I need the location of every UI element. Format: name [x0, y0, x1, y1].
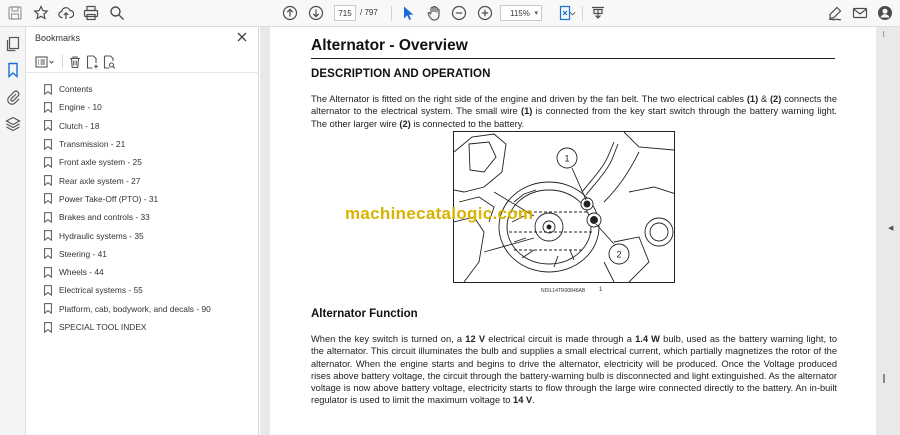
bookmark-toolbar: [26, 51, 259, 73]
close-icon[interactable]: [235, 30, 249, 44]
attachment-icon[interactable]: [5, 89, 21, 105]
navigation-rail: [0, 27, 26, 435]
bookmark-icon: [44, 248, 52, 259]
bookmark-icon: [44, 230, 52, 241]
bookmark-item[interactable]: [26, 80, 259, 98]
bookmark-item[interactable]: [26, 153, 259, 171]
zoom-in-icon[interactable]: [476, 4, 494, 22]
document-page: [270, 27, 876, 435]
bookmark-item[interactable]: [26, 263, 259, 281]
page-title: Alternator - Overview: [311, 37, 468, 54]
chevron-down-icon[interactable]: [568, 4, 576, 22]
bookmark-label: Steering - 41: [59, 248, 107, 259]
bookmark-item[interactable]: [26, 98, 259, 116]
bookmark-item[interactable]: [26, 171, 259, 189]
bookmark-panel-icon[interactable]: [5, 62, 21, 78]
mail-icon[interactable]: [851, 4, 869, 22]
sign-icon[interactable]: [826, 4, 844, 22]
bookmark-label: Hydraulic systems - 35: [59, 230, 144, 241]
bookmark-item[interactable]: [26, 300, 259, 318]
save-icon[interactable]: [6, 4, 24, 22]
bookmark-list: [26, 80, 259, 336]
title-divider: [311, 58, 835, 59]
bookmark-icon: [44, 120, 52, 131]
delete-bookmark-icon[interactable]: [68, 55, 82, 69]
bookmark-label: Clutch - 18: [59, 120, 100, 131]
bookmark-label: Rear axle system - 27: [59, 175, 141, 186]
document-viewer: [260, 27, 900, 435]
select-cursor-icon[interactable]: [399, 4, 417, 22]
bookmark-icon: [44, 285, 52, 296]
bookmark-options-icon[interactable]: [35, 55, 55, 69]
bookmark-label: Transmission - 21: [59, 139, 126, 150]
add-bookmark-icon[interactable]: [85, 55, 99, 69]
zoom-value: 115%: [510, 8, 530, 18]
main-toolbar: [0, 0, 900, 27]
bookmark-label: Electrical systems - 55: [59, 285, 143, 296]
bookmark-icon: [44, 212, 52, 223]
figure-callout-1: 1: [564, 153, 570, 164]
toolbar-divider: [582, 6, 583, 21]
expand-panel-icon[interactable]: ◀: [888, 225, 894, 232]
bookmark-item[interactable]: [26, 226, 259, 244]
next-page-icon[interactable]: [307, 4, 325, 22]
hand-tool-icon[interactable]: [425, 4, 443, 22]
zoom-out-icon[interactable]: [450, 4, 468, 22]
zoom-select[interactable]: [500, 5, 542, 21]
bookmark-item[interactable]: [26, 117, 259, 135]
bookmark-label: Brakes and controls - 33: [59, 212, 150, 223]
print-icon[interactable]: [82, 4, 100, 22]
star-icon[interactable]: [32, 4, 50, 22]
bookmark-icon: [44, 157, 52, 168]
bookmark-item[interactable]: [26, 318, 259, 336]
subsection-heading: Alternator Function: [311, 308, 418, 320]
scrollbar-thumb[interactable]: [883, 374, 885, 383]
search-icon[interactable]: [108, 4, 126, 22]
bookmark-item[interactable]: [26, 281, 259, 299]
cloud-upload-icon[interactable]: [57, 4, 75, 22]
account-icon[interactable]: [876, 4, 894, 22]
bookmark-icon: [44, 102, 52, 113]
panel-title: Bookmarks: [35, 33, 81, 43]
bookmark-item[interactable]: [26, 208, 259, 226]
chevron-down-icon: ▾: [534, 10, 538, 17]
scroll-mode-icon[interactable]: [589, 4, 607, 22]
bookmark-item[interactable]: [26, 245, 259, 263]
bookmark-icon: [44, 193, 52, 204]
page-number-input[interactable]: 715: [334, 5, 356, 21]
bookmark-item[interactable]: [26, 190, 259, 208]
bookmark-label: Front axle system - 25: [59, 157, 142, 168]
find-bookmark-icon[interactable]: [102, 55, 116, 69]
bookmark-label: Power Take-Off (PTO) - 31: [59, 193, 159, 204]
bookmark-label: Engine - 10: [59, 102, 102, 113]
bookmarks-panel: [26, 27, 259, 435]
bookmark-icon: [44, 267, 52, 278]
bookmark-icon: [44, 322, 52, 333]
figure-number: 1: [599, 287, 603, 293]
function-paragraph: When the key switch is turned on, a 12 V electrical circuit is made through a 1.4 W bulb, used as the battery warning light, to the alternator. This circuit illuminates the bulb and supplies a small electrical current, which partially magnetizes the rotor of the alternator. When the engine starts and begins to drive the alternator, electricity will be produced. Once the Voltage produced rises above battery voltage, the circuit through the battery-warning bulb is disconnected and light extinguished. As the alternator voltage is now above battery voltage, electricity starts to flow through the large wire connected directly to the battery. An in-built regulator is used to limit the maximum voltage to 14 V.: [311, 334, 837, 406]
bookmark-label: Contents: [59, 84, 93, 95]
bookmark-icon: [44, 303, 52, 314]
toolbar-divider: [62, 55, 63, 68]
toolbar-divider: [391, 6, 392, 21]
bookmark-label: Wheels - 44: [59, 267, 104, 278]
watermark-text: machinecatalogic.com: [345, 204, 534, 223]
previous-page-icon[interactable]: [281, 4, 299, 22]
section-heading: DESCRIPTION AND OPERATION: [311, 68, 491, 80]
bookmark-icon: [44, 139, 52, 150]
page-total: / 797: [360, 8, 378, 17]
bookmark-label: SPECIAL TOOL INDEX: [59, 322, 147, 332]
page-thumbnails-icon[interactable]: [5, 36, 21, 52]
bookmark-label: Platform, cab, bodywork, and decals - 90: [59, 303, 211, 314]
description-paragraph: The Alternator is fitted on the right side of the engine and driven by the fan belt. The two electrical cables (1) & (2) connects the alternator to the electrical system. The small wire (1) is connected from the key start switch through the battery warning light. The other larger wire (2) is connected to the battery.: [311, 94, 837, 129]
figure-caption: NDIL14TR00846AB: [541, 288, 586, 294]
layers-icon[interactable]: [5, 116, 21, 132]
figure-callout-2: 2: [616, 249, 622, 260]
scroll-up-arrow[interactable]: [883, 31, 884, 37]
bookmark-icon: [44, 84, 52, 95]
bookmark-item[interactable]: [26, 135, 259, 153]
bookmark-icon: [44, 175, 52, 186]
